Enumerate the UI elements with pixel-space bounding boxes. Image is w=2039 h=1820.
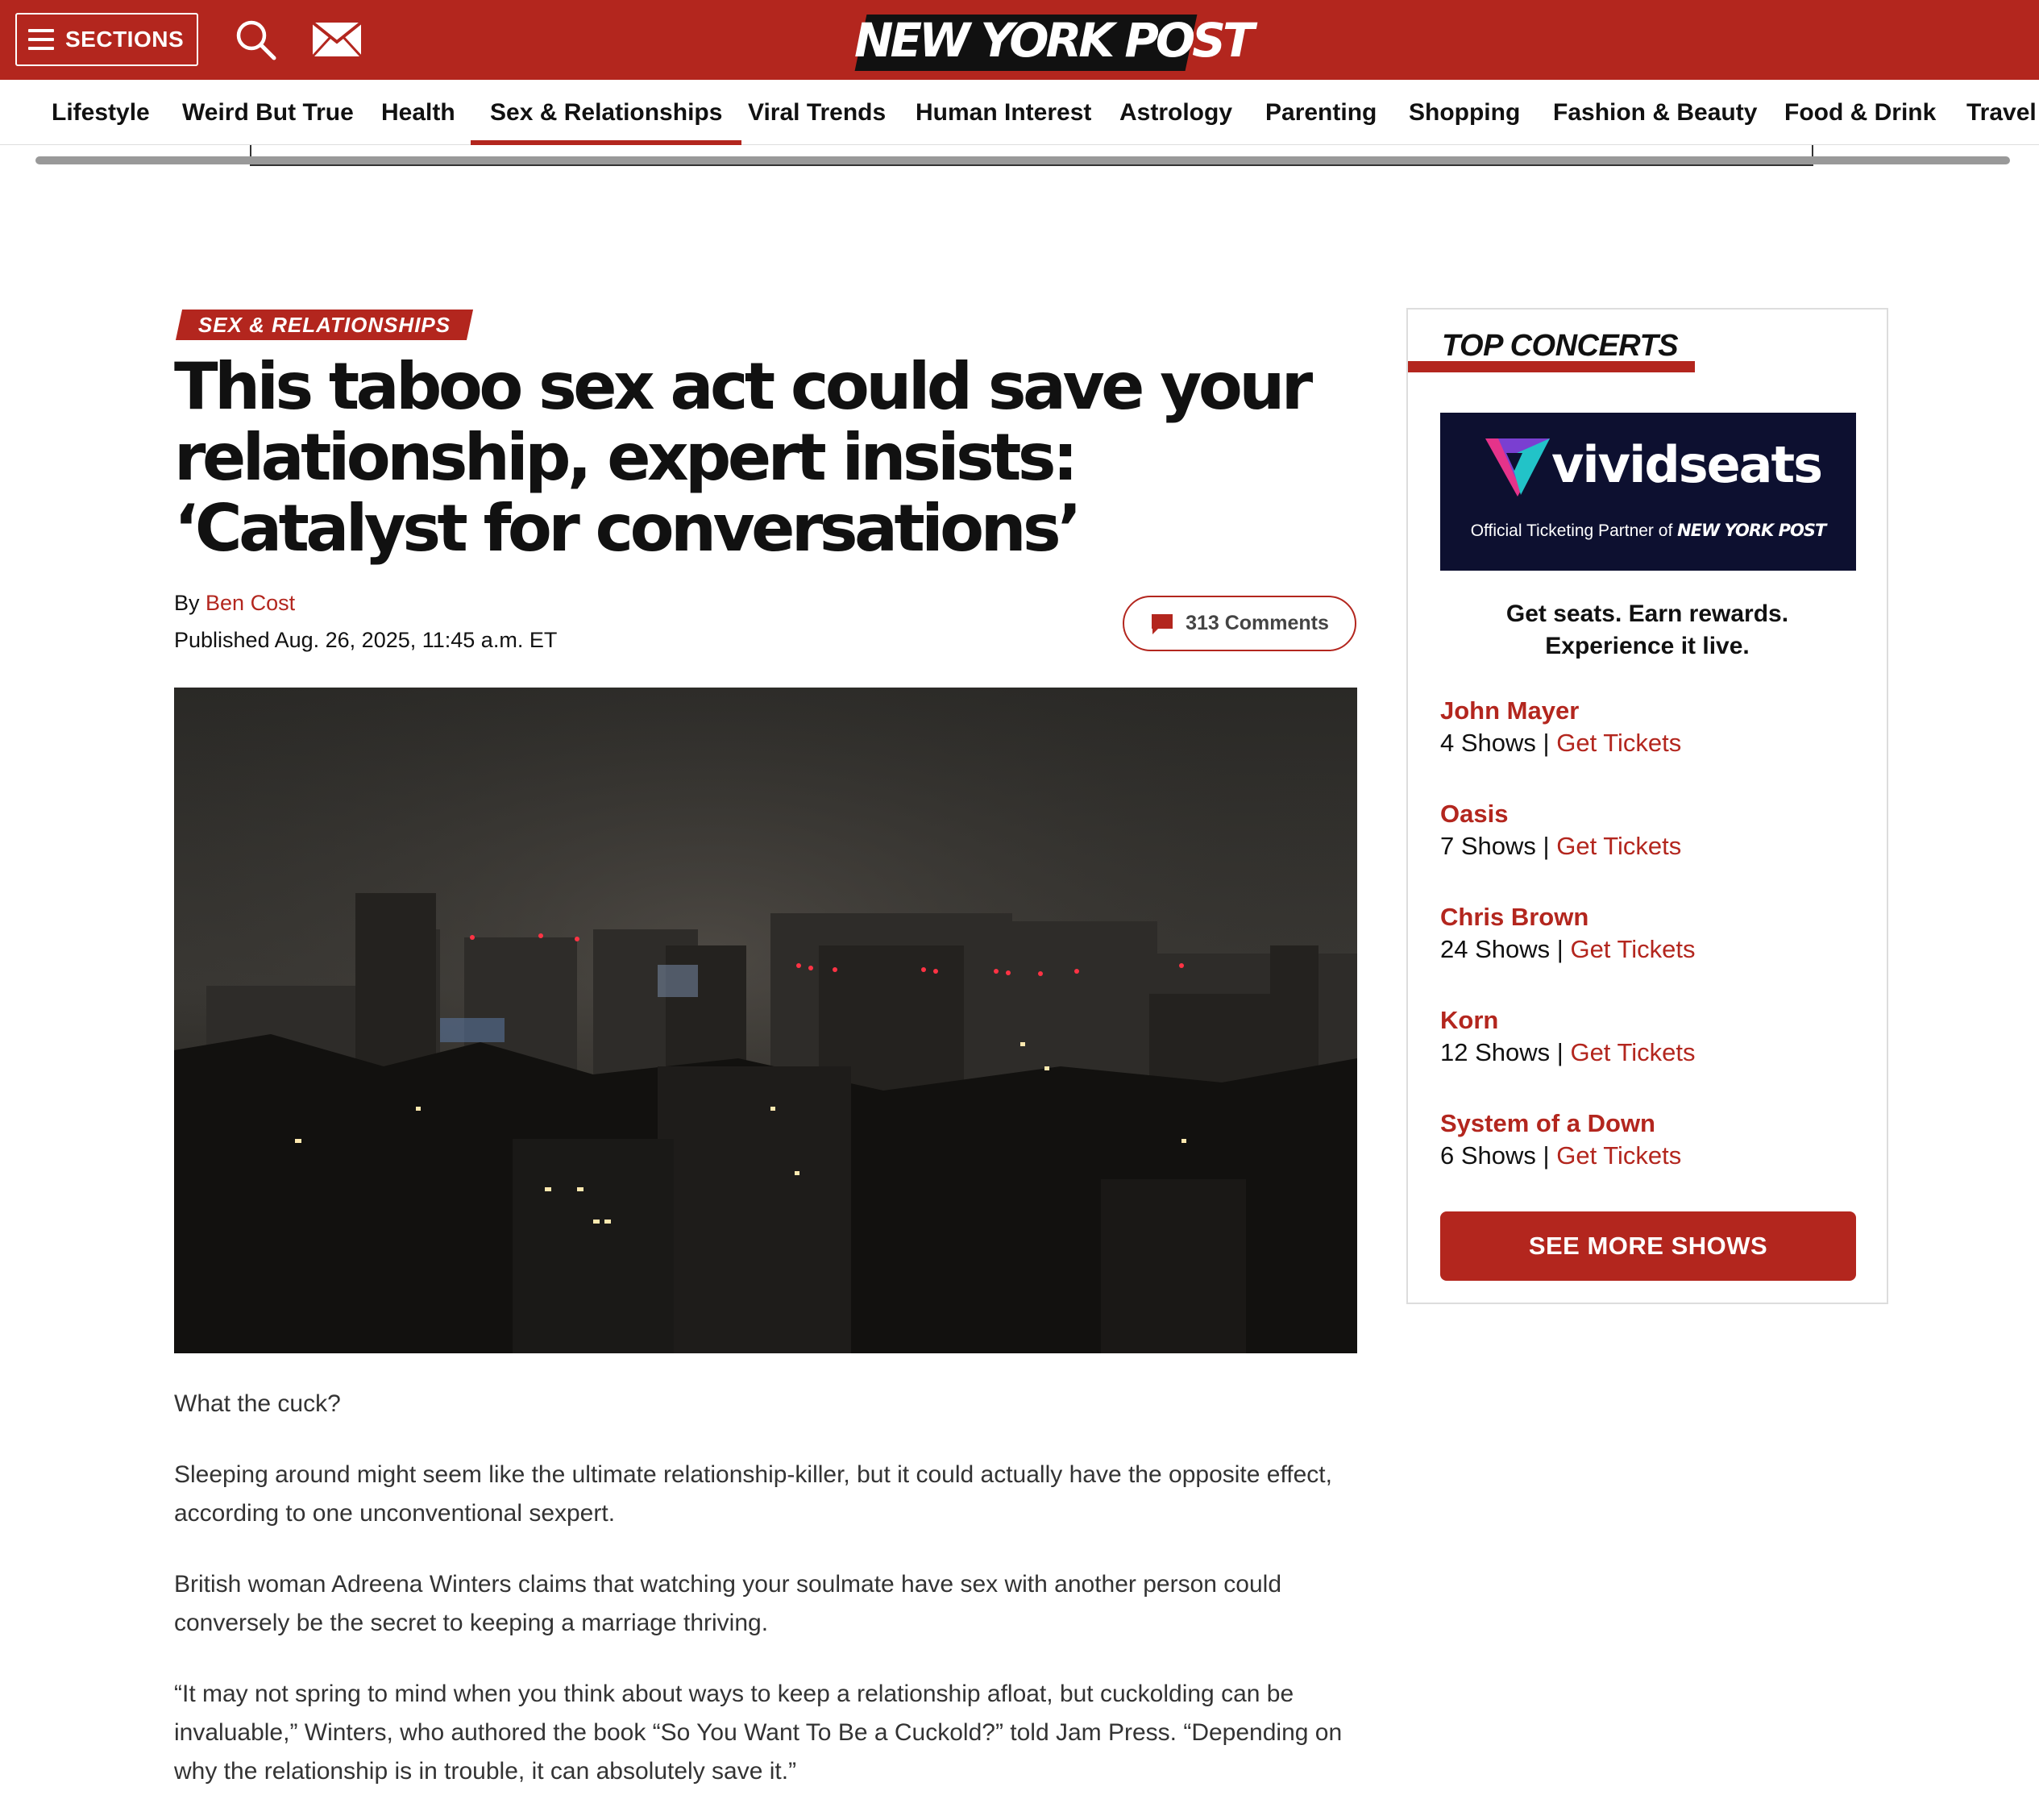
separator: | bbox=[1556, 935, 1564, 963]
byline bbox=[174, 591, 295, 616]
comments-count: 313 Comments bbox=[1186, 612, 1329, 634]
horizontal-scrollbar[interactable] bbox=[35, 156, 2010, 164]
concert-show-count: 12 Shows bbox=[1440, 1038, 1551, 1066]
section-kicker[interactable] bbox=[176, 310, 473, 340]
see-more-shows-button[interactable]: SEE MORE SHOWS bbox=[1440, 1211, 1856, 1281]
vividseats-wordmark: vividseats bbox=[1551, 435, 1822, 494]
nav-item-lifestyle[interactable]: Lifestyle bbox=[52, 99, 150, 126]
concert-item bbox=[1440, 798, 1681, 862]
nav-item-food-drink[interactable]: Food & Drink bbox=[1784, 99, 1937, 126]
concert-name[interactable]: John Mayer bbox=[1440, 696, 1580, 725]
concert-item bbox=[1440, 1107, 1681, 1172]
vividseats-banner[interactable] bbox=[1440, 413, 1856, 571]
concert-item bbox=[1440, 1004, 1696, 1069]
concert-show-count: 6 Shows bbox=[1440, 1141, 1536, 1170]
concert-name[interactable]: Oasis bbox=[1440, 800, 1509, 828]
concert-name[interactable]: System of a Down bbox=[1440, 1109, 1655, 1137]
nav-item-sex-relationships[interactable]: Sex & Relationships bbox=[490, 80, 722, 145]
hamburger-icon bbox=[28, 29, 54, 50]
site-logo[interactable] bbox=[854, 8, 1252, 71]
concert-name[interactable]: Korn bbox=[1440, 1006, 1499, 1034]
widget-promo bbox=[1408, 598, 1887, 663]
comments-button[interactable] bbox=[1123, 596, 1356, 651]
widget-promo-line2: Experience it live. bbox=[1545, 633, 1750, 659]
nav-item-fashion-beauty[interactable]: Fashion & Beauty bbox=[1553, 99, 1758, 126]
concert-show-count: 7 Shows bbox=[1440, 832, 1536, 860]
get-tickets-link[interactable]: Get Tickets bbox=[1570, 1038, 1696, 1066]
article-paragraph: Sleeping around might seem like the ultimate relationship-killer, but it could actually have the opposite effect, according to one unconventional sexpert. bbox=[174, 1461, 1332, 1527]
separator: | bbox=[1543, 1141, 1550, 1170]
nav-item-astrology[interactable]: Astrology bbox=[1119, 99, 1233, 126]
hero-image bbox=[174, 688, 1357, 1353]
get-tickets-link[interactable]: Get Tickets bbox=[1556, 1141, 1682, 1170]
vividseats-logo-icon bbox=[1485, 438, 1550, 497]
comment-icon bbox=[1150, 613, 1174, 635]
sections-label: SECTIONS bbox=[65, 27, 185, 52]
top-concerts-widget bbox=[1406, 308, 1888, 1304]
vividseats-tagline-logo: NEW YORK POST bbox=[1677, 521, 1826, 540]
separator: | bbox=[1543, 832, 1550, 860]
byline-prefix: By bbox=[174, 591, 200, 615]
article-paragraph: What the cuck? bbox=[174, 1390, 341, 1417]
vividseats-tagline bbox=[1440, 521, 1856, 541]
nav-item-weird-but-true[interactable]: Weird But True bbox=[182, 99, 354, 126]
concert-show-count: 24 Shows bbox=[1440, 935, 1551, 963]
concert-shows-line bbox=[1440, 1140, 1681, 1172]
separator: | bbox=[1543, 729, 1550, 757]
nav-item-travel[interactable]: Travel bbox=[1966, 99, 2037, 126]
top-header-bar bbox=[0, 0, 2039, 80]
nav-item-viral-trends[interactable]: Viral Trends bbox=[748, 99, 887, 126]
widget-title: TOP CONCERTS bbox=[1442, 329, 1679, 363]
get-tickets-link[interactable]: Get Tickets bbox=[1556, 832, 1682, 860]
article-headline: This taboo sex act could save your relationship, expert insists: ‘Catalyst for conversations’ bbox=[174, 349, 1310, 566]
separator: | bbox=[1556, 1038, 1564, 1066]
nav-item-parenting[interactable]: Parenting bbox=[1265, 99, 1377, 126]
search-icon[interactable] bbox=[234, 18, 277, 61]
nav-item-health[interactable]: Health bbox=[381, 99, 455, 126]
widget-promo-line1: Get seats. Earn rewards. bbox=[1505, 600, 1789, 627]
article-paragraph: British woman Adreena Winters claims that watching your soulmate have sex with another person could conversely be the secret to keeping a marriage thriving. bbox=[174, 1571, 1282, 1636]
section-kicker-label: SEX & RELATIONSHIPS bbox=[198, 312, 451, 337]
published-date: Published Aug. 26, 2025, 11:45 a.m. ET bbox=[174, 628, 558, 652]
concert-shows-line bbox=[1440, 727, 1681, 759]
nav-item-human-interest[interactable]: Human Interest bbox=[916, 99, 1092, 126]
site-logo-text: NEW YORK POST bbox=[854, 13, 1252, 68]
concert-item bbox=[1440, 901, 1696, 966]
author-link[interactable]: Ben Cost bbox=[206, 591, 296, 615]
concert-name[interactable]: Chris Brown bbox=[1440, 903, 1589, 931]
concert-item bbox=[1440, 695, 1681, 759]
concert-show-count: 4 Shows bbox=[1440, 729, 1536, 757]
sections-button[interactable] bbox=[15, 13, 198, 66]
mail-icon[interactable] bbox=[311, 21, 363, 58]
section-nav bbox=[0, 80, 2039, 145]
concert-shows-line bbox=[1440, 1037, 1696, 1069]
concert-shows-line bbox=[1440, 830, 1681, 862]
nav-item-shopping[interactable]: Shopping bbox=[1409, 99, 1521, 126]
vividseats-tagline-text: Official Ticketing Partner of bbox=[1470, 521, 1673, 540]
article-paragraph: “It may not spring to mind when you think about ways to keep a relationship afloat, but cuckolding can be invaluable,” Winters, who authored the book “So You Want To Be a Cuckold?” told Jam Press. “Depending on why the relationship is in trouble, it can absolutely save it.” bbox=[174, 1681, 1343, 1785]
concert-shows-line bbox=[1440, 933, 1696, 966]
get-tickets-link[interactable]: Get Tickets bbox=[1556, 729, 1682, 757]
get-tickets-link[interactable]: Get Tickets bbox=[1570, 935, 1696, 963]
